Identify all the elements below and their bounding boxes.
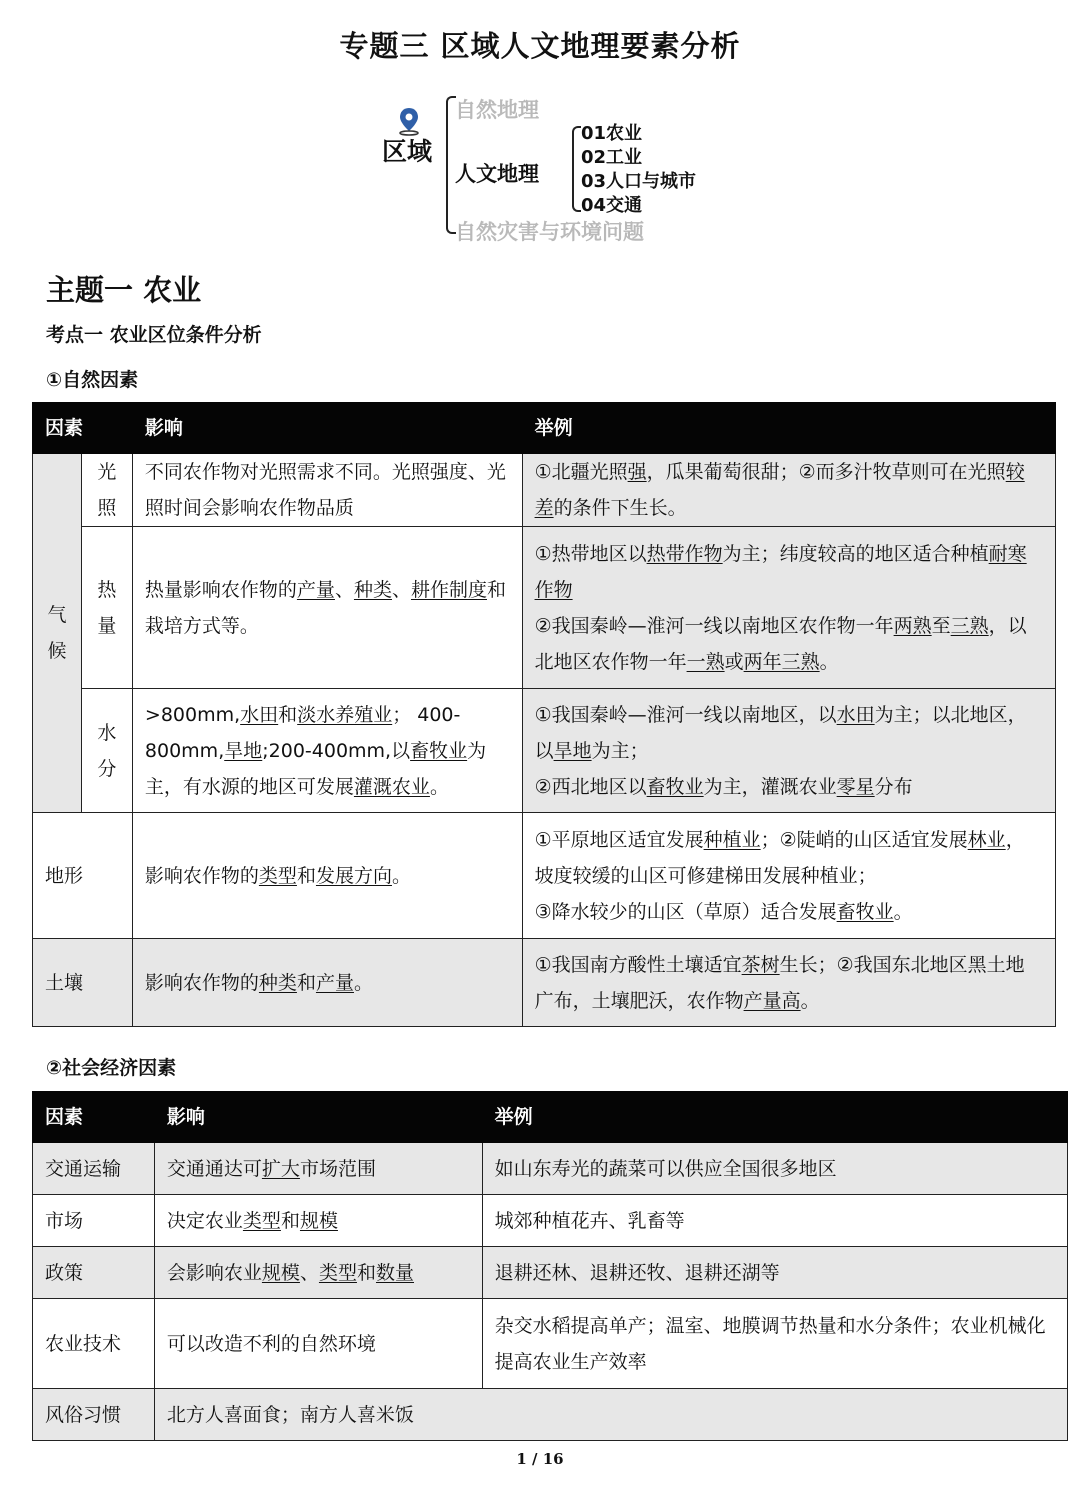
effect-transport: 交通通达可扩大市场范围 bbox=[154, 1143, 482, 1195]
example-market: 城郊种植花卉、乳畜等 bbox=[482, 1195, 1067, 1247]
effect-technology: 可以改造不利的自然环境 bbox=[154, 1299, 482, 1389]
mindmap-sub-brace bbox=[572, 126, 581, 212]
table-row bbox=[33, 689, 1056, 813]
child-industry: 02工业 bbox=[581, 147, 643, 168]
branch-disaster: 自然灾害与环境问题 bbox=[455, 220, 644, 244]
page-number: 1 / 16 bbox=[516, 1450, 564, 1468]
example-soil: ①我国南方酸性土壤适宜茶树生长；②我国东北地区黑土地广布，土壤肥沃，农作物产量高。 bbox=[522, 939, 1055, 1027]
point-heading: 考点一 农业区位条件分析 bbox=[46, 324, 262, 346]
factor-customs: 风俗习惯 bbox=[33, 1389, 155, 1441]
effect-terrain: 影响农作物的类型和发展方向。 bbox=[132, 813, 522, 939]
table-row bbox=[33, 1143, 1068, 1195]
factor-market: 市场 bbox=[33, 1195, 155, 1247]
effect-market: 决定农业类型和规模 bbox=[154, 1195, 482, 1247]
table-row bbox=[33, 1195, 1068, 1247]
child-transport: 04交通 bbox=[581, 195, 643, 216]
effect-water: >800mm,水田和淡水养殖业； 400-800mm,旱地;200-400mm,以畜牧业为主，有水源的地区可发展灌溉农业。 bbox=[132, 689, 522, 813]
factor-soil: 土壤 bbox=[33, 939, 133, 1027]
effect-soil: 影响农作物的种类和产量。 bbox=[132, 939, 522, 1027]
header-effect: 影响 bbox=[132, 403, 522, 454]
header-example: 举例 bbox=[522, 403, 1055, 454]
child-agriculture: 01农业 bbox=[581, 123, 643, 144]
effect-heat: 热量影响农作物的产量、种类、耕作制度和栽培方式等。 bbox=[132, 527, 522, 689]
example-light: ①北疆光照强，瓜果葡萄很甜；②而多汁牧草则可在光照较差的条件下生长。 bbox=[522, 454, 1055, 527]
example-policy: 退耕还林、退耕还牧、退耕还湖等 bbox=[482, 1247, 1067, 1299]
example-terrain: ①平原地区适宜发展种植业；②陡峭的山区适宜发展林业，坡度较缓的山区可修建梯田发展种植业； ③降水较少的山区（草原）适合发展畜牧业。 bbox=[522, 813, 1055, 939]
factor-terrain: 地形 bbox=[33, 813, 133, 939]
table-row bbox=[33, 454, 1056, 527]
natural-heading: ①自然因素 bbox=[46, 369, 139, 391]
header-example: 举例 bbox=[482, 1092, 1067, 1143]
natural-factors-table bbox=[32, 402, 1056, 1027]
header-factor: 因素 bbox=[33, 1092, 155, 1143]
factor-light: 光 照 bbox=[81, 454, 132, 527]
topic-heading: 主题一 农业 bbox=[46, 273, 202, 307]
table-row bbox=[33, 1389, 1068, 1441]
example-water: ①我国秦岭—淮河一线以南地区，以水田为主；以北地区，以旱地为主； ②西北地区以畜牧业为主，灌溉农业零星分布 bbox=[522, 689, 1055, 813]
table-row bbox=[33, 939, 1056, 1027]
table-row bbox=[33, 813, 1056, 939]
factor-water: 水 分 bbox=[81, 689, 132, 813]
factor-technology: 农业技术 bbox=[33, 1299, 155, 1389]
header-effect: 影响 bbox=[154, 1092, 482, 1143]
header-factor: 因素 bbox=[33, 403, 133, 454]
social-heading: ②社会经济因素 bbox=[46, 1057, 177, 1079]
factor-heat: 热 量 bbox=[81, 527, 132, 689]
example-transport: 如山东寿光的蔬菜可以供应全国很多地区 bbox=[482, 1143, 1067, 1195]
social-factors-table bbox=[32, 1091, 1068, 1441]
page-title: 专题三 区域人文地理要素分析 bbox=[339, 29, 741, 63]
factor-climate: 气 候 bbox=[33, 454, 82, 813]
mindmap-root: 区域 bbox=[382, 137, 433, 166]
branch-human: 人文地理 bbox=[455, 162, 539, 186]
factor-transport: 交通运输 bbox=[33, 1143, 155, 1195]
branch-natural: 自然地理 bbox=[455, 98, 539, 122]
factor-policy: 政策 bbox=[33, 1247, 155, 1299]
example-heat: ①热带地区以热带作物为主；纬度较高的地区适合种植耐寒作物 ②我国秦岭—淮河一线以南地区农作物一年两熟至三熟，以北地区农作物一年一熟或两年三熟。 bbox=[522, 527, 1055, 689]
effect-light: 不同农作物对光照需求不同。光照强度、光照时间会影响农作物品质 bbox=[132, 454, 522, 527]
example-technology: 杂交水稻提高单产；温室、地膜调节热量和水分条件；农业机械化提高农业生产效率 bbox=[482, 1299, 1067, 1389]
effect-customs: 北方人喜面食；南方人喜米饭 bbox=[154, 1389, 1067, 1441]
effect-policy: 会影响农业规模、类型和数量 bbox=[154, 1247, 482, 1299]
table-row bbox=[33, 1299, 1068, 1389]
mindmap bbox=[370, 88, 770, 248]
table-row bbox=[33, 1247, 1068, 1299]
table-row bbox=[33, 527, 1056, 689]
child-population: 03人口与城市 bbox=[581, 171, 697, 192]
